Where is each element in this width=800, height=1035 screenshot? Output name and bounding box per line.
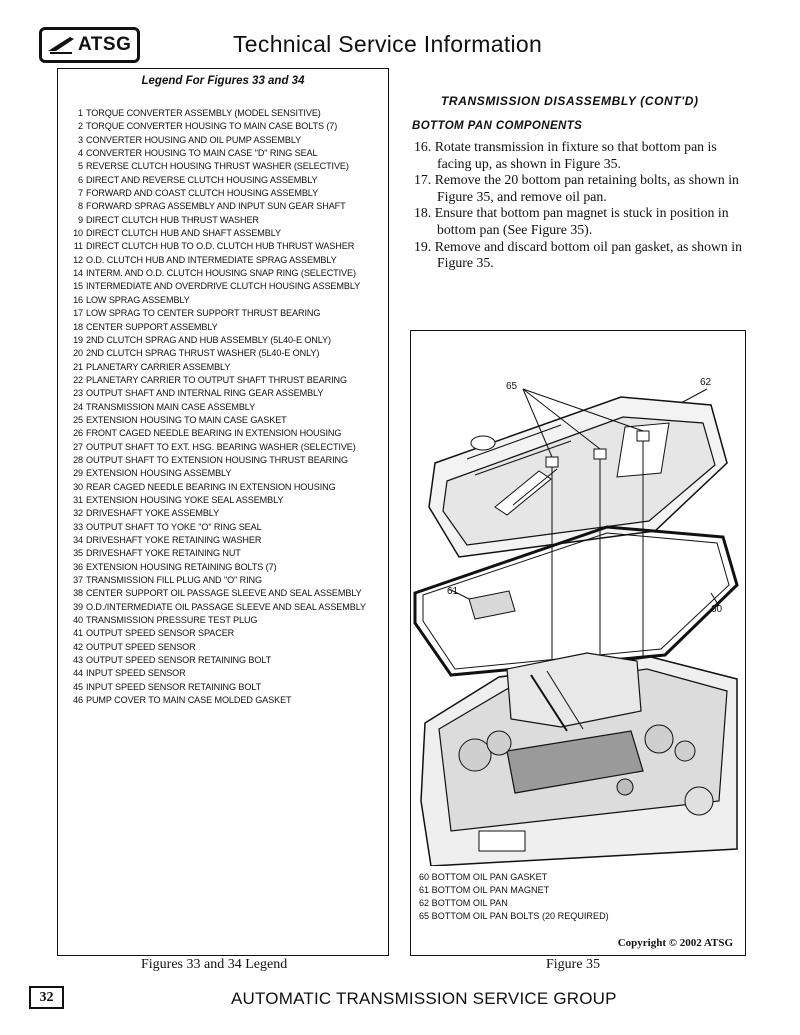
legend-item-text: O.D./INTERMEDIATE OIL PASSAGE SLEEVE AND SEAL ASSEMBLY [86, 601, 366, 612]
page-number: 32 [29, 986, 64, 1009]
copyright: Copyright © 2002 ATSG [617, 937, 733, 949]
legend-item [69, 214, 366, 227]
figure-35-box [410, 330, 746, 956]
legend-item-number: 39 [73, 601, 83, 612]
legend-item [69, 667, 366, 680]
legend-item-text: 2ND CLUTCH SPRAG AND HUB ASSEMBLY (5L40-E ONLY) [86, 334, 331, 345]
legend-item-number: 34 [73, 535, 83, 545]
legend-item-text: FORWARD SPRAG ASSEMBLY AND INPUT SUN GEAR SHAFT [86, 201, 346, 212]
legend-item-number: 33 [73, 521, 83, 532]
legend-item-text: OUTPUT SHAFT TO EXT. HSG. BEARING WASHER (SELECTIVE) [86, 441, 356, 452]
legend-item [69, 654, 366, 667]
legend-item [69, 694, 366, 707]
legend-item-number: 17 [73, 308, 83, 319]
legend-item [69, 374, 366, 387]
legend-caption: Figures 33 and 34 Legend [141, 957, 288, 972]
legend-item-number: 24 [73, 401, 83, 412]
legend-item [69, 347, 366, 360]
legend-item [69, 321, 366, 334]
legend-item-text: REVERSE CLUTCH HOUSING THRUST WASHER (SELECTIVE) [86, 161, 349, 172]
legend-item [69, 254, 366, 267]
legend-item-text: DIRECT CLUTCH HUB THRUST WASHER [86, 214, 259, 225]
legend-item [69, 507, 366, 520]
callout-62: 62 [700, 377, 712, 388]
legend-item-number: 15 [73, 281, 83, 292]
legend-item [69, 187, 366, 200]
legend-item-text: OUTPUT SHAFT TO EXTENSION HOUSING THRUST BEARING [86, 454, 348, 465]
legend-item [69, 627, 366, 640]
legend-item-number: 45 [73, 681, 83, 692]
step-item: 18. Ensure that bottom pan magnet is stuck in position in bottom pan (See Figure 35). [414, 205, 729, 237]
figure-legend-item: 60 BOTTOM OIL PAN GASKET [419, 872, 548, 882]
legend-item [69, 641, 366, 654]
legend-item-number: 26 [73, 428, 83, 439]
legend-item-number: 8 [78, 201, 83, 212]
legend-item-number: 6 [78, 174, 83, 185]
legend-item-number: 42 [73, 641, 83, 652]
legend-item-number: 7 [78, 188, 83, 199]
legend-item-number: 25 [73, 414, 83, 425]
legend-item [69, 107, 366, 120]
bottom-pan-exploded-illustration [411, 331, 744, 866]
callout-65: 65 [506, 381, 518, 392]
legend-item [69, 574, 366, 587]
legend-item-number: 2 [78, 121, 83, 132]
legend-item-text: CENTER SUPPORT ASSEMBLY [86, 321, 218, 332]
legend-item [69, 294, 366, 307]
legend-item-number: 12 [73, 254, 83, 265]
legend-item-number: 46 [73, 695, 83, 706]
legend-item-text: EXTENSION HOUSING ASSEMBLY [86, 468, 232, 479]
legend-item [69, 521, 366, 534]
legend-item-number: 19 [73, 334, 83, 345]
legend-item-number: 3 [78, 134, 83, 145]
legend-item-text: TRANSMISSION MAIN CASE ASSEMBLY [86, 401, 256, 412]
legend-item [69, 280, 366, 293]
legend-item-text: CONVERTER HOUSING AND OIL PUMP ASSEMBLY [86, 134, 302, 145]
figure-caption: Figure 35 [546, 957, 601, 972]
legend-item [69, 307, 366, 320]
legend-item-number: 1 [78, 108, 83, 118]
legend-item [69, 147, 366, 160]
legend-item [69, 601, 366, 614]
legend-item-number: 30 [73, 481, 83, 492]
legend-item-number: 20 [73, 348, 83, 359]
legend-item-text: DRIVESHAFT YOKE ASSEMBLY [86, 508, 220, 519]
legend-item-number: 23 [73, 388, 83, 399]
legend-item-text: PLANETARY CARRIER TO OUTPUT SHAFT THRUST BEARING [86, 374, 347, 385]
legend-item-number: 11 [73, 241, 83, 252]
legend-list [69, 107, 366, 707]
legend-item-text: LOW SPRAG TO CENTER SUPPORT THRUST BEARING [86, 308, 321, 319]
legend-item-text: DIRECT CLUTCH HUB TO O.D. CLUTCH HUB THRUST WASHER [86, 241, 355, 252]
legend-box [57, 68, 389, 956]
legend-item-text: OUTPUT SPEED SENSOR SPACER [86, 628, 235, 639]
legend-item-text: TORQUE CONVERTER ASSEMBLY (MODEL SENSITIVE) [86, 108, 321, 118]
legend-item-number: 27 [73, 441, 83, 452]
legend-item-number: 9 [78, 214, 83, 225]
transmission-case-drawing [421, 653, 737, 866]
step-item: 16. Rotate transmission in fixture so that bottom pan is facing up, as shown in Figure 35. [414, 139, 717, 171]
legend-item-text: O.D. CLUTCH HUB AND INTERMEDIATE SPRAG ASSEMBLY [86, 254, 337, 265]
legend-item-number: 44 [73, 668, 83, 679]
legend-item-text: INTERMEDIATE AND OVERDRIVE CLUTCH HOUSING ASSEMBLY [86, 281, 361, 292]
legend-item-number: 21 [73, 361, 83, 372]
legend-item-number: 14 [73, 268, 83, 279]
legend-item-number: 18 [73, 321, 83, 332]
legend-item-text: LOW SPRAG ASSEMBLY [86, 294, 190, 305]
legend-item-text: PUMP COVER TO MAIN CASE MOLDED GASKET [86, 695, 292, 706]
legend-item [69, 334, 366, 347]
legend-item-text: DIRECT CLUTCH HUB AND SHAFT ASSEMBLY [86, 228, 281, 239]
legend-item-number: 37 [73, 575, 83, 586]
legend-item [69, 547, 366, 560]
footer-text: AUTOMATIC TRANSMISSION SERVICE GROUP [231, 989, 617, 1008]
legend-item-text: OUTPUT SHAFT TO YOKE "O" RING SEAL [86, 521, 262, 532]
legend-item-text: PLANETARY CARRIER ASSEMBLY [86, 361, 231, 372]
legend-item-text: OUTPUT SPEED SENSOR [86, 641, 196, 652]
legend-item-text: OUTPUT SPEED SENSOR RETAINING BOLT [86, 655, 272, 666]
legend-item-text: TRANSMISSION FILL PLUG AND "O" RING [86, 575, 262, 586]
legend-item-number: 5 [78, 161, 83, 172]
legend-item-text: DRIVESHAFT YOKE RETAINING WASHER [86, 535, 262, 545]
legend-item [69, 681, 366, 694]
legend-item-text: DIRECT AND REVERSE CLUTCH HOUSING ASSEMBLY [86, 174, 318, 185]
legend-item [69, 227, 366, 240]
figure-legend-item: 65 BOTTOM OIL PAN BOLTS (20 REQUIRED) [419, 911, 609, 921]
legend-item [69, 561, 366, 574]
legend-item-number: 32 [73, 508, 83, 519]
legend-item-text: FRONT CAGED NEEDLE BEARING IN EXTENSION HOUSING [86, 428, 342, 439]
steps-list [414, 139, 744, 272]
logo-emblem-icon [46, 34, 76, 56]
legend-item [69, 481, 366, 494]
legend-item [69, 427, 366, 440]
legend-item-number: 35 [73, 548, 83, 559]
legend-item-text: DRIVESHAFT YOKE RETAINING NUT [86, 548, 241, 559]
legend-item-number: 43 [73, 655, 83, 666]
legend-item-text: INTERM. AND O.D. CLUTCH HOUSING SNAP RING (SELECTIVE) [86, 268, 356, 279]
legend-item-number: 40 [73, 615, 83, 626]
page-title: Technical Service Information [233, 31, 543, 57]
section-subtitle: BOTTOM PAN COMPONENTS [412, 120, 583, 132]
legend-item [69, 614, 366, 627]
legend-item-number: 31 [73, 494, 83, 505]
legend-item-text: INPUT SPEED SENSOR [86, 668, 186, 679]
legend-item [69, 361, 366, 374]
figure-legend-item: 61 BOTTOM OIL PAN MAGNET [419, 885, 550, 895]
legend-item-number: 36 [73, 561, 83, 572]
legend-item [69, 134, 366, 147]
legend-item-text: EXTENSION HOUSING RETAINING BOLTS (7) [86, 561, 277, 572]
legend-item [69, 200, 366, 213]
callout-61: 61 [447, 586, 459, 597]
legend-item [69, 441, 366, 454]
legend-item-number: 22 [73, 374, 83, 385]
legend-item [69, 467, 366, 480]
legend-item-text: 2ND CLUTCH SPRAG THRUST WASHER (5L40-E ONLY) [86, 348, 320, 359]
legend-item-text: EXTENSION HOUSING TO MAIN CASE GASKET [86, 414, 287, 425]
legend-item [69, 174, 366, 187]
legend-item-text: FORWARD AND COAST CLUTCH HOUSING ASSEMBLY [86, 188, 319, 199]
legend-item-number: 10 [73, 228, 83, 239]
legend-item [69, 494, 366, 507]
legend-item [69, 587, 366, 600]
callout-60: 60 [711, 604, 723, 615]
legend-item [69, 387, 366, 400]
legend-item-text: TRANSMISSION PRESSURE TEST PLUG [86, 615, 258, 626]
atsg-logo [39, 27, 140, 63]
legend-item-text: INPUT SPEED SENSOR RETAINING BOLT [86, 681, 262, 692]
legend-item [69, 414, 366, 427]
legend-item [69, 120, 366, 133]
legend-item-text: EXTENSION HOUSING YOKE SEAL ASSEMBLY [86, 494, 284, 505]
legend-item-number: 41 [73, 628, 83, 639]
legend-item-text: TORQUE CONVERTER HOUSING TO MAIN CASE BOLTS (7) [86, 121, 338, 132]
legend-item [69, 401, 366, 414]
legend-item-number: 16 [73, 294, 83, 305]
figure-legend [419, 871, 609, 923]
logo-text: ATSG [78, 34, 132, 55]
section-title: TRANSMISSION DISASSEMBLY (CONT'D) [441, 94, 699, 108]
legend-title: Legend For Figures 33 and 34 [141, 75, 305, 87]
legend-item [69, 454, 366, 467]
step-item: 19. Remove and discard bottom oil pan gasket, as shown in Figure 35. [414, 238, 743, 271]
legend-item-number: 4 [78, 148, 83, 159]
step-item: 17. Remove the 20 bottom pan retaining bolts, as shown in Figure 35, and remove oil pan. [414, 172, 739, 204]
figure-legend-item: 62 BOTTOM OIL PAN [419, 898, 508, 908]
legend-item [69, 267, 366, 280]
legend-item-text: OUTPUT SHAFT AND INTERNAL RING GEAR ASSEMBLY [86, 388, 324, 399]
legend-item-text: CONVERTER HOUSING TO MAIN CASE "D" RING SEAL [86, 148, 318, 159]
legend-item [69, 160, 366, 173]
legend-item-number: 38 [73, 588, 83, 599]
legend-item-number: 28 [73, 454, 83, 465]
legend-item-text: CENTER SUPPORT OIL PASSAGE SLEEVE AND SEAL ASSEMBLY [86, 588, 362, 599]
legend-item-text: REAR CAGED NEEDLE BEARING IN EXTENSION HOUSING [86, 481, 336, 492]
legend-item [69, 240, 366, 253]
legend-item [69, 534, 366, 547]
legend-item-number: 29 [73, 468, 83, 479]
